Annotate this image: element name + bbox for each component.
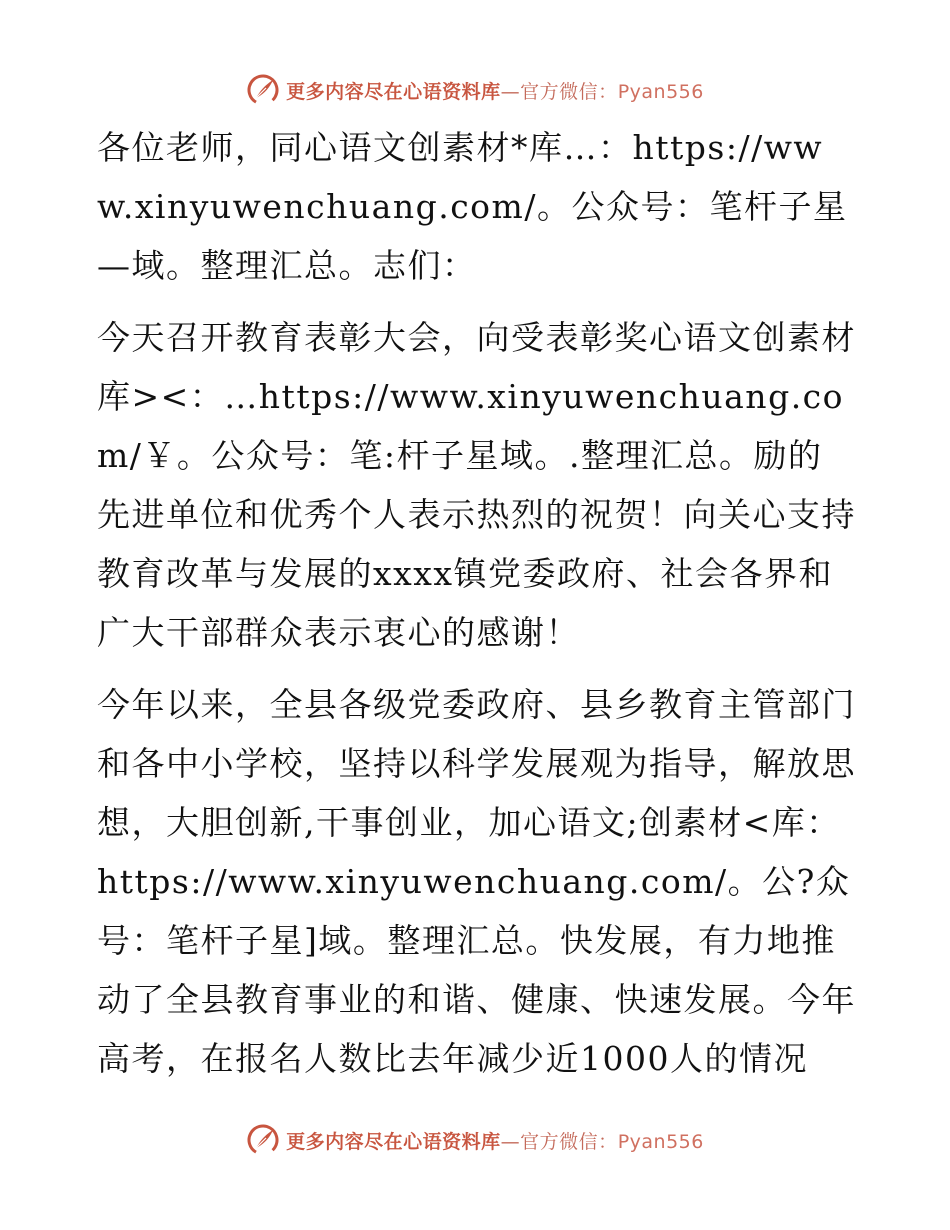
watermark-brand: 更多内容尽在心语资料库 — [286, 1130, 501, 1153]
document-body — [97, 118, 857, 1088]
footer-watermark — [0, 1120, 950, 1160]
watermark-separator: — — [500, 80, 521, 103]
header-watermark — [0, 70, 950, 110]
watermark-wechat-id: Pyan556 — [617, 80, 704, 103]
feather-pen-logo-icon — [246, 1123, 280, 1157]
feather-pen-logo-icon — [246, 73, 280, 107]
paragraph-congratulations: 今天召开教育表彰大会，向受表彰奖心语文创素材库><：…https://www.xinyuwenchuang.com/￥。公众号：笔:杆子星域。.整理汇总。励的先进单位和优秀个人表示热烈的祝贺！向关心支持教育改革与发展的xxxx镇党委政府、社会各界和广大干部群众表示衷心的感谢！ — [97, 318, 856, 652]
watermark-wechat-id: Pyan556 — [617, 1130, 704, 1153]
watermark-wechat-label: 官方微信： — [520, 80, 618, 103]
watermark-group — [246, 1123, 704, 1157]
watermark-text — [286, 77, 704, 104]
paragraph-achievements: 今年以来，全县各级党委政府、县乡教育主管部门和各中小学校，坚持以科学发展观为指导，解放思想，大胆创新,干事创业，加心语文;创素材<库：https://www.xinyuwenchuang.com/。公?众号：笔杆子星]域。整理汇总。快发展，有力地推动了全县教育事业的和谐、健康、快速发展。今年高考，在报名人数比去年减少近1000人的情况 — [97, 685, 856, 1078]
watermark-text — [286, 1127, 704, 1154]
paragraph-greeting: 各位老师，同心语文创素材*库…：https://www.xinyuwenchuang.com/。公众号：笔杆子星—域。整理汇总。志们： — [97, 128, 848, 285]
watermark-wechat-label: 官方微信： — [520, 1130, 618, 1153]
watermark-group — [246, 73, 704, 107]
watermark-separator: — — [500, 1130, 521, 1153]
watermark-brand: 更多内容尽在心语资料库 — [286, 80, 501, 103]
